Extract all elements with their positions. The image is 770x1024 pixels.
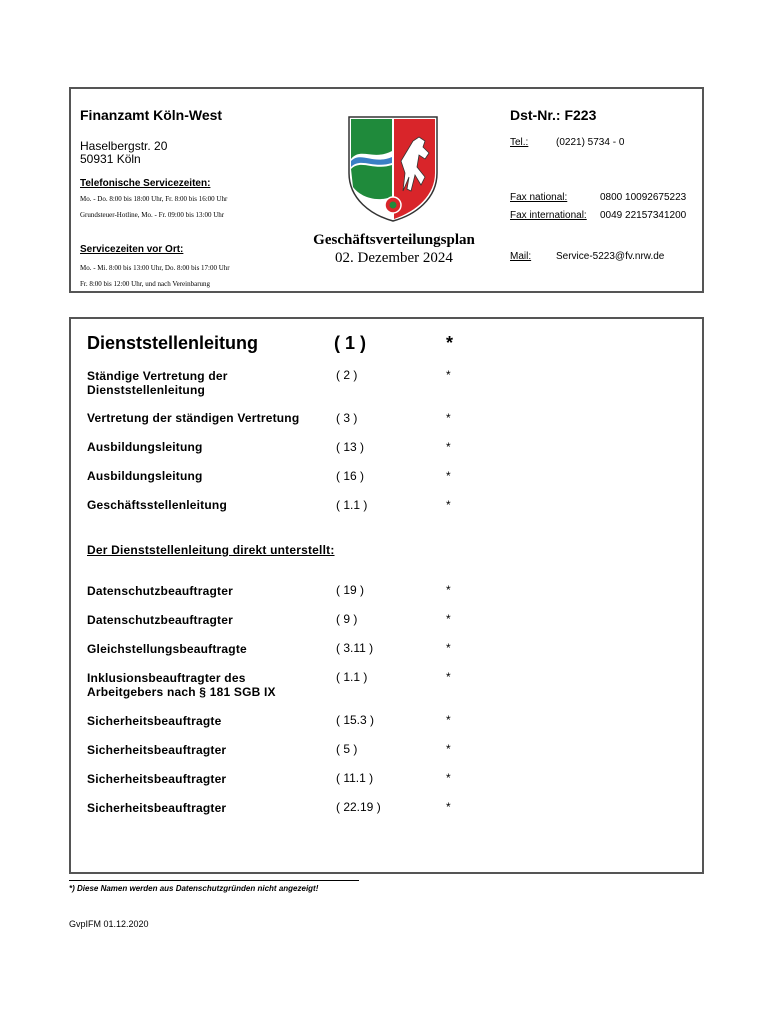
row-star: * <box>446 713 451 727</box>
doc-id: GvpIFM 01.12.2020 <box>69 919 149 929</box>
row-num: ( 2 ) <box>336 368 358 382</box>
row-label: Sicherheitsbeauftragter <box>87 772 227 786</box>
fax-national-label: Fax national: <box>510 192 568 203</box>
row-star: * <box>446 411 451 425</box>
row-star: * <box>446 800 451 814</box>
fax-international-label: Fax international: <box>510 210 587 221</box>
nrw-crest-icon <box>343 111 443 223</box>
row-label: Datenschutzbeauftragter <box>87 584 233 598</box>
row-star: * <box>446 670 451 684</box>
service-site-line2: Fr. 8:00 bis 12:00 Uhr, und nach Vereinbarung <box>80 280 211 288</box>
mail-value: Service-5223@fv.nrw.de <box>556 251 665 262</box>
row-num: ( 11.1 ) <box>336 771 374 785</box>
row-label: Ausbildungsleitung <box>87 469 203 483</box>
row-label: Ständige Vertretung der <box>87 369 228 383</box>
fax-national-value: 0800 10092675223 <box>600 192 687 203</box>
footnote: *) Diese Namen werden aus Datenschutzgründen nicht angezeigt! <box>69 884 319 893</box>
row-num: ( 9 ) <box>336 612 358 626</box>
row-num: ( 19 ) <box>336 583 365 597</box>
row-star: * <box>446 583 451 597</box>
row-label: Sicherheitsbeauftragter <box>87 801 227 815</box>
row-star: * <box>446 368 451 382</box>
section-heading: Der Dienststellenleitung direkt unterstellt: <box>87 543 335 557</box>
row-label: Datenschutzbeauftragter <box>87 613 233 627</box>
row-num: ( 1.1 ) <box>336 498 368 512</box>
service-site-line1: Mo. - Mi. 8:00 bis 13:00 Uhr, Do. 8:00 bis 17:00 Uhr <box>80 264 230 272</box>
row-label: Vertretung der ständigen Vertretung <box>87 411 300 425</box>
row-label: Gleichstellungsbeauftragte <box>87 642 247 656</box>
row-num: ( 22.19 ) <box>336 800 381 814</box>
row-star: * <box>446 742 451 756</box>
plan-title: Geschäftsverteilungsplan <box>313 232 475 248</box>
row-star: * <box>446 641 451 655</box>
top-star: * <box>446 333 454 353</box>
row-label-line2: Arbeitgebers nach § 181 SGB IX <box>87 685 276 699</box>
service-site-heading: Servicezeiten vor Ort: <box>80 244 184 255</box>
plan-date: 02. Dezember 2024 <box>335 250 453 266</box>
mail-label: Mail: <box>510 251 532 262</box>
row-num: ( 13 ) <box>336 440 365 454</box>
city: 50931 Köln <box>80 152 141 166</box>
row-num: ( 1.1 ) <box>336 670 368 684</box>
row-label: Inklusionsbeauftragter des <box>87 671 246 685</box>
office-name: Finanzamt Köln-West <box>80 107 223 123</box>
row-num: ( 3 ) <box>336 411 358 425</box>
row-num: ( 3.11 ) <box>336 641 374 655</box>
service-phone-line1: Mo. - Do. 8:00 bis 18:00 Uhr, Fr. 8:00 bis 16:00 Uhr <box>80 195 228 203</box>
row-label: Sicherheitsbeauftragter <box>87 743 227 757</box>
footnote-divider <box>69 880 359 881</box>
street: Haselbergstr. 20 <box>80 139 168 153</box>
top-title: Dienststellenleitung <box>87 333 259 353</box>
service-phone-line2: Grundsteuer-Hotline, Mo. - Fr. 09:00 bis 13:00 Uhr <box>80 211 225 219</box>
row-num: ( 16 ) <box>336 469 365 483</box>
row-star: * <box>446 469 451 483</box>
service-phone-heading: Telefonische Servicezeiten: <box>80 178 211 189</box>
row-label-line2: Dienststellenleitung <box>87 383 206 397</box>
row-star: * <box>446 498 451 512</box>
row-label: Geschäftsstellenleitung <box>87 498 227 512</box>
dst-nr: Dst-Nr.: F223 <box>510 107 597 123</box>
fax-international-value: 0049 22157341200 <box>600 210 687 221</box>
row-num: ( 15.3 ) <box>336 713 375 727</box>
top-num: ( 1 ) <box>334 333 367 353</box>
tel-label: Tel.: <box>510 137 529 148</box>
row-star: * <box>446 440 451 454</box>
row-label: Sicherheitsbeauftragte <box>87 714 222 728</box>
row-star: * <box>446 771 451 785</box>
row-label: Ausbildungsleitung <box>87 440 203 454</box>
row-star: * <box>446 612 451 626</box>
row-num: ( 5 ) <box>336 742 358 756</box>
tel-value: (0221) 5734 - 0 <box>556 137 625 148</box>
